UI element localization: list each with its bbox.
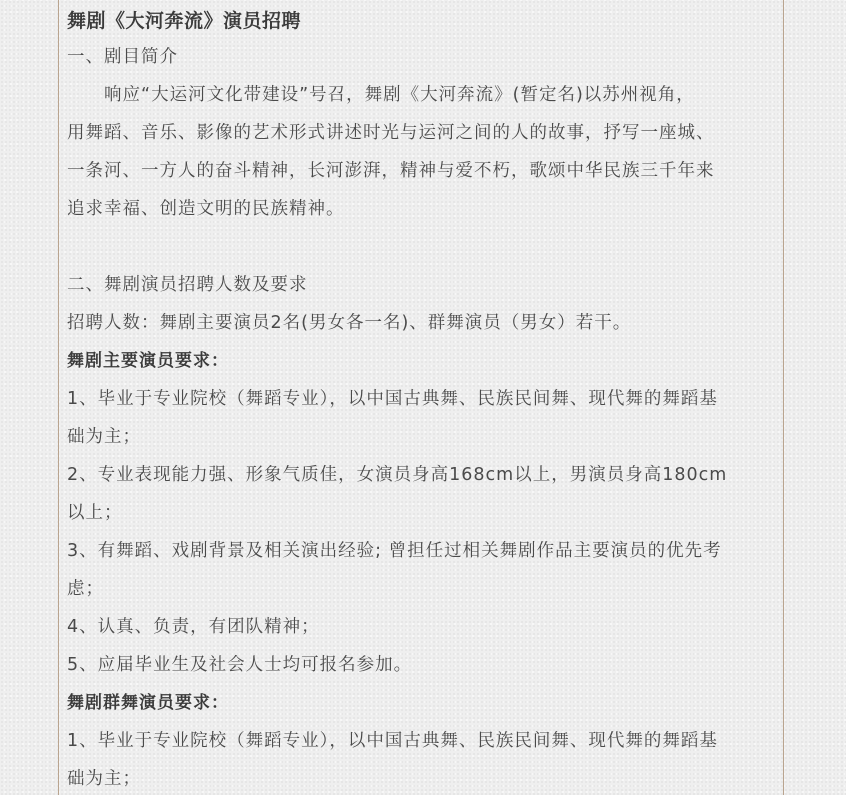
principal-requirement-line: 2、专业表现能力强、形象气质佳，女演员身高168cm以上，男演员身高180cm <box>67 465 728 485</box>
section-heading-synopsis: 一、剧目简介 <box>67 47 178 67</box>
ensemble-requirement-line: 1、毕业于专业院校（舞蹈专业），以中国古典舞、民族民间舞、现代舞的舞蹈基 <box>67 731 718 751</box>
principal-requirement-line: 5、应届毕业生及社会人士均可报名参加。 <box>67 655 413 675</box>
intro-line: 响应“大运河文化带建设”号召，舞剧《大河奔流》(暂定名)以苏州视角， <box>67 85 695 105</box>
intro-line: 追求幸福、创造文明的民族精神。 <box>67 199 345 219</box>
principal-requirements-heading: 舞剧主要演员要求： <box>67 351 229 371</box>
ensemble-requirement-line: 础为主； <box>67 769 141 789</box>
principal-requirement-line: 4、认真、负责，有团队精神； <box>67 617 320 637</box>
principal-requirement-line: 础为主； <box>67 427 141 447</box>
article-title: 舞剧《大河奔流》演员招聘 <box>67 10 302 32</box>
section-heading-recruitment: 二、舞剧演员招聘人数及要求 <box>67 275 308 295</box>
principal-requirement-line: 以上； <box>67 503 123 523</box>
principal-requirement-line: 1、毕业于专业院校（舞蹈专业），以中国古典舞、民族民间舞、现代舞的舞蹈基 <box>67 389 718 409</box>
recruit-count: 招聘人数：舞剧主要演员2名(男女各一名)、群舞演员（男女）若干。 <box>67 313 632 333</box>
principal-requirement-line: 3、有舞蹈、戏剧背景及相关演出经验; 曾担任过相关舞剧作品主要演员的优先考 <box>67 541 722 561</box>
intro-line: 用舞蹈、音乐、影像的艺术形式讲述时光与运河之间的人的故事，抒写一座城、 <box>67 123 715 143</box>
principal-requirement-line: 虑； <box>67 579 104 599</box>
ensemble-requirements-heading: 舞剧群舞演员要求： <box>67 693 229 713</box>
intro-line: 一条河、一方人的奋斗精神，长河澎湃，精神与爱不朽，歌颂中华民族三千年来 <box>67 161 715 181</box>
article-panel <box>58 0 784 795</box>
paragraph-spacer <box>67 228 775 266</box>
